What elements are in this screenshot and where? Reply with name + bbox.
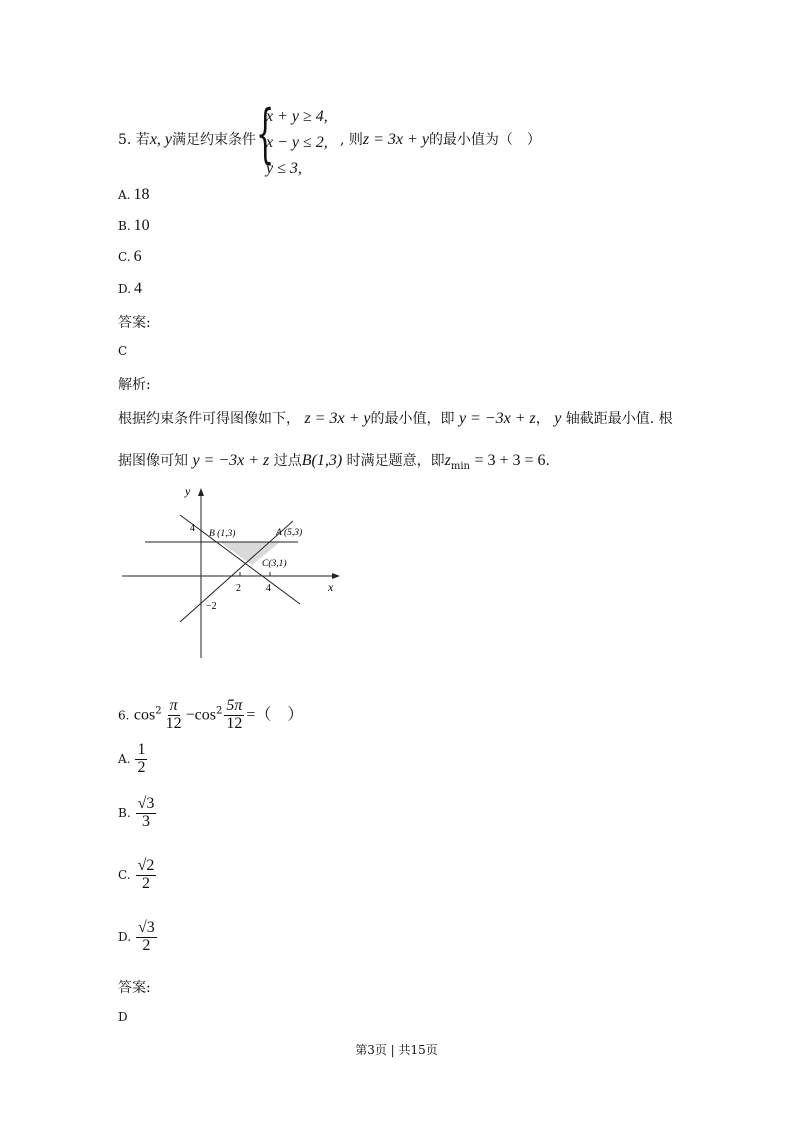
feasible-region-graph: [110, 478, 350, 668]
q6-answer-label: 答案:: [118, 980, 151, 996]
q5-analysis-line-2: 据图像可知 y = −3x + z 过点B(1,3) 时满足题意，即$z_{min} = 3 + 3 = 6$.: [118, 452, 550, 472]
q6-fraction-2: $\frac{5\pi}{12}$: [226, 697, 243, 732]
page-footer: 第3页 | 共15页: [355, 1043, 438, 1057]
q6-option-d[interactable]: D. $\frac{√3}{2}$: [118, 919, 155, 954]
q5-constraints: [266, 104, 328, 182]
point-a-label: A (5,3): [276, 528, 303, 538]
tick-label-y-4: 4: [190, 523, 195, 534]
q6-fraction-1: $\frac{\pi}{12}$: [165, 697, 182, 732]
q5-analysis-line-1: 根据约束条件可得图像如下， z = 3x + y的最小值，即 y = −3x + z， y 轴截距最小值. 根: [118, 410, 673, 427]
q5-answer: C: [118, 344, 128, 358]
q6-answer: D: [118, 1010, 128, 1024]
point-b-label: B (1,3): [209, 529, 236, 539]
q5-prefix: 5. 若: [118, 132, 150, 148]
q5-objective: z = 3x + y: [362, 131, 429, 148]
q5-mid: 满足约束条件: [172, 132, 257, 148]
y-axis-label: y: [185, 484, 191, 498]
y-axis-arrow: [198, 488, 204, 496]
point-c-label: C(3,1): [262, 559, 287, 569]
q6-option-b[interactable]: B. $\frac{√3}{3}$: [118, 795, 155, 830]
q5-vars: x, y: [149, 131, 173, 148]
q6-stem: 6. $\cos^2$ $\frac{\pi}{12}$ $-\cos^2$ $\frac{5\pi}{12}$ =（ ）: [118, 697, 304, 732]
q5-constraint-2: x − y ≤ 2,: [266, 134, 328, 151]
q5-option-c[interactable]: C. 6: [118, 248, 142, 265]
q5-brace: {: [256, 97, 275, 171]
q5-constraint-3: y ≤ 3,: [266, 160, 302, 177]
x-axis-label: x: [328, 580, 334, 594]
q5-option-d[interactable]: D. 4: [118, 280, 143, 297]
tick-label-x-2: 2: [236, 583, 241, 594]
tick-label-x-4: 4: [266, 583, 271, 594]
q5-constraint-1: x + y ≥ 4,: [266, 108, 328, 125]
q6-prefix: 6.: [118, 708, 130, 723]
tick-label-y-neg-2: −2: [206, 601, 217, 612]
q5-then: , 则: [340, 132, 363, 148]
q5-answer-label: 答案:: [118, 315, 151, 331]
q5-option-a[interactable]: A. 18: [118, 186, 150, 203]
x-axis-arrow: [332, 573, 340, 579]
q5-option-b[interactable]: B. 10: [118, 217, 150, 234]
q6-option-c[interactable]: C. $\frac{√2}{2}$: [118, 857, 155, 892]
q5-suffix: 的最小值为（ ）: [428, 132, 541, 148]
q6-option-a[interactable]: A. $\frac{1}{2}$: [118, 741, 146, 776]
q5-analysis-label: 解析:: [118, 377, 151, 393]
